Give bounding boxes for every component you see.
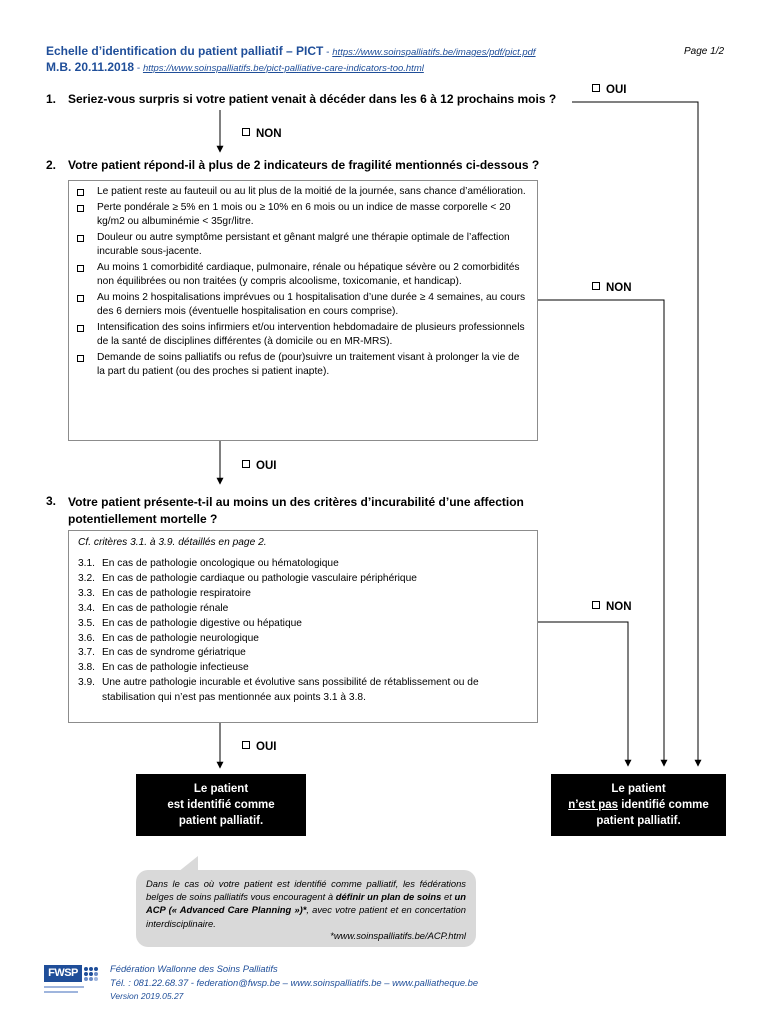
question-3	[0, 494, 768, 528]
criteria-item: 3.5. En cas de pathologie digestive ou hépatique	[78, 617, 302, 629]
footer-version: Version 2019.05.27	[110, 991, 184, 1001]
criteria-item: 3.3. En cas de pathologie respiratoire	[78, 587, 251, 599]
checkbox-icon	[77, 235, 84, 242]
question-1	[0, 92, 768, 108]
q1-oui-label: OUI	[592, 84, 626, 96]
frailty-indicators-list	[69, 185, 529, 380]
question-2-text: Votre patient répond-il à plus de 2 indicateurs de fragilité mentionnés ci-dessous ?	[68, 158, 540, 172]
indicator-item: Demande de soins palliatifs ou refus de (pour)suivre un traitement visant à prolonger la vie de la part du patient (ou des proches si patient inapte).	[69, 351, 529, 380]
checkbox-icon	[242, 741, 250, 749]
checkbox-icon	[592, 601, 600, 609]
checkbox-icon	[77, 205, 84, 212]
indicator-item: Douleur ou autre symptôme persistant et gênant malgré une thérapie optimale de l’affection incurable sous-jacente.	[69, 231, 529, 260]
document-title: Echelle d’identification du patient palliatif – PICT - https://www.soinspalliatifs.be/images/pdf/pict.pdf	[46, 44, 536, 58]
indicator-item: Au moins 2 hospitalisations imprévues ou 1 hospitalisation d’une durée ≥ 4 semaines, au cours des 6 derniers mois (éventuelle hospitalisation en cours comprise).	[69, 291, 529, 320]
criteria-item: 3.8. En cas de pathologie infectieuse	[78, 662, 249, 674]
indicator-item: Le patient reste au fauteuil ou au lit plus de la moitié de la journée, sans chance d’amélioration.	[69, 185, 529, 200]
q2-oui-label: OUI	[242, 460, 276, 472]
checkbox-icon	[77, 295, 84, 302]
checkbox-icon	[592, 282, 600, 290]
fwsp-logo: FWSP	[44, 965, 102, 999]
callout-text: Dans le cas où votre patient est identifié comme palliatif, les fédérations belges de soins palliatifs vous encouragent à définir un plan de soins et un ACP (« Advanced Care Planning »)*, avec votre patient et en concertation interdisciplinaire.	[146, 878, 467, 929]
criteria-item: 3.9. Une autre pathologie incurable et évolutive sans possibilité de rétablissement ou de stabilisation qui n’est pas mentionnée aux points 3.1 à 3.8.	[78, 677, 479, 704]
checkbox-icon	[77, 189, 84, 196]
criteria-item: 3.6. En cas de pathologie neurologique	[78, 632, 259, 644]
criteria-item: 3.7. En cas de syndrome gériatrique	[78, 647, 246, 659]
question-3-text: Votre patient présente-t-il au moins un des critères d’incurabilité d’une affection potentiellement mortelle ?	[68, 495, 524, 526]
logo-dots-icon	[83, 966, 101, 982]
question-1-number: 1.	[46, 92, 57, 106]
q1-non-label: NON	[242, 128, 282, 140]
acp-callout	[136, 870, 476, 947]
q3-oui-label: OUI	[242, 741, 276, 753]
criteria-item: 3.1. En cas de pathologie oncologique ou hématologique	[78, 558, 339, 569]
frailty-indicators-box	[68, 180, 538, 441]
checkbox-icon	[77, 265, 84, 272]
indicator-item: Intensification des soins infirmiers et/ou intervention hebdomadaire de plusieurs professionnels de la santé de disciplines différentes (à domicile ou en MR-MRS).	[69, 321, 529, 350]
criteria-item: 3.4. En cas de pathologie rénale	[78, 602, 229, 614]
q3-non-label: NON	[592, 601, 632, 613]
arrow-q1-oui	[572, 102, 698, 766]
checkbox-icon	[592, 84, 600, 92]
question-2-number: 2.	[46, 158, 57, 172]
criteria-list	[78, 557, 527, 706]
page-number: Page 1/2	[684, 46, 725, 57]
checkbox-icon	[242, 460, 250, 468]
result-identified: Le patient est identifié comme patient palliatif.	[136, 774, 306, 836]
indicator-item: Au moins 1 comorbidité cardiaque, pulmonaire, rénale ou hépatique sévère ou 2 comorbidités non équilibrées ou non traitées (y compris alcoolisme, toxicomanie, et handicap).	[69, 261, 529, 290]
question-2	[0, 158, 768, 174]
document-subtitle: M.B. 20.11.2018 - https://www.soinspalliatifs.be/pict-palliative-care-indicators-too.html	[46, 60, 424, 74]
question-1-text: Seriez-vous surpris si votre patient venait à décéder dans les 6 à 12 prochains mois ?	[68, 92, 557, 106]
incurability-criteria-box	[68, 530, 538, 723]
question-3-number: 3.	[46, 494, 57, 508]
pict-pdf-link[interactable]: https://www.soinspalliatifs.be/images/pdf/pict.pdf	[332, 47, 536, 58]
callout-reference: *www.soinspalliatifs.be/ACP.html	[330, 929, 466, 941]
q2-non-label: NON	[592, 282, 632, 294]
criteria-reference: Cf. critères 3.1. à 3.9. détaillés en page 2.	[78, 537, 267, 548]
footer-org: Fédération Wallonne des Soins Palliatifs	[110, 963, 278, 974]
checkbox-icon	[77, 325, 84, 332]
criteria-item: 3.2. En cas de pathologie cardiaque ou pathologie vasculaire périphérique	[78, 572, 417, 584]
pict-page-link[interactable]: https://www.soinspalliatifs.be/pict-palliative-care-indicators-too.html	[142, 63, 424, 74]
checkbox-icon	[242, 128, 250, 136]
checkbox-icon	[77, 355, 84, 362]
arrow-q2-non	[537, 300, 664, 766]
arrow-q3-non	[537, 622, 628, 766]
indicator-item: Perte pondérale ≥ 5% en 1 mois ou ≥ 10% en 6 mois ou un indice de masse corporelle < 20 kg/m2 ou albuminémie < 35gr/litre.	[69, 201, 529, 230]
result-not-identified: Le patient n’est pas identifié comme patient palliatif.	[551, 774, 726, 836]
footer-contact: Tél. : 081.22.68.37 - federation@fwsp.be – www.soinspalliatifs.be – www.palliatheque.be	[110, 977, 479, 988]
